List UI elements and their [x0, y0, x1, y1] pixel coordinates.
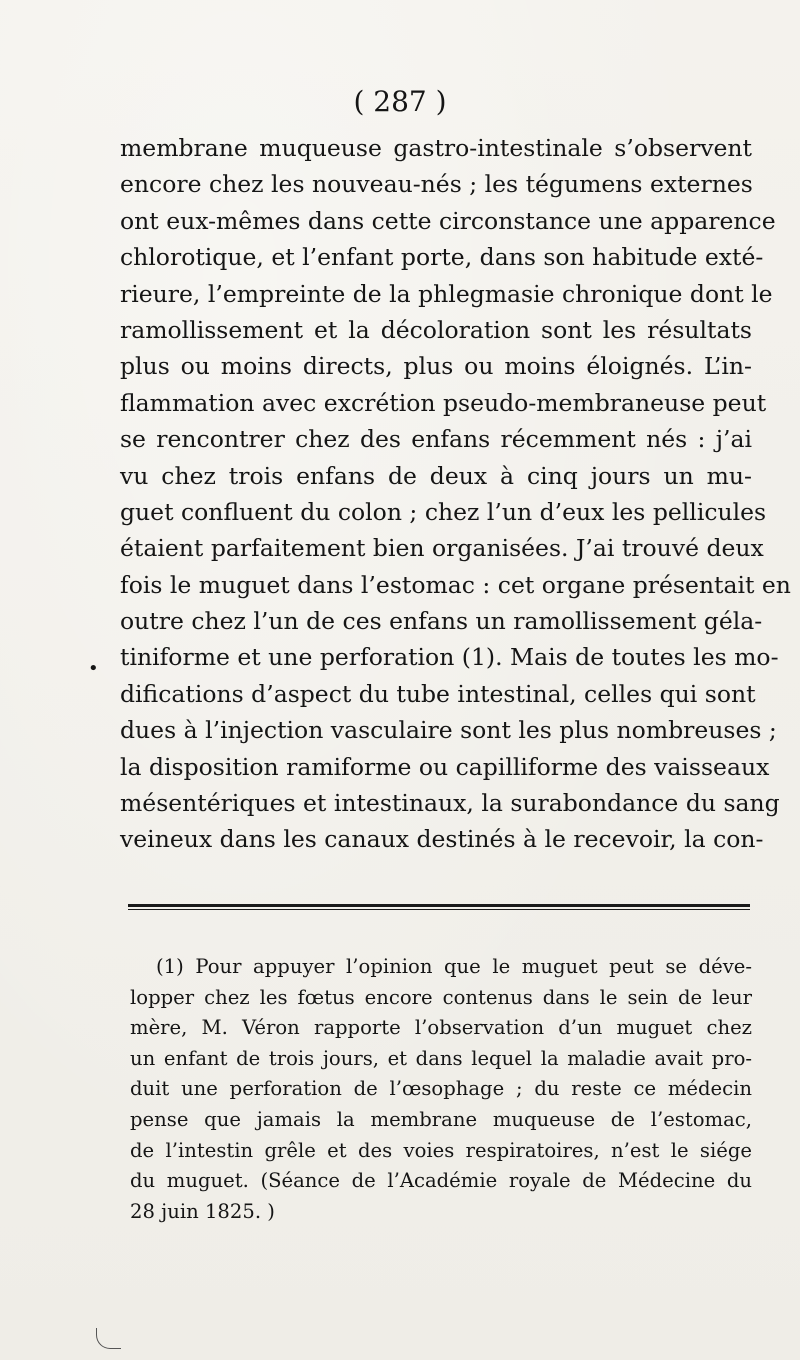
text-line: difications d’aspect du tube intestinal, celles qui sont: [120, 679, 756, 708]
footnote: [130, 952, 752, 1227]
text-line: se rencontrer chez des enfans récemment nés : j’ai: [120, 425, 752, 454]
text-line: flammation avec excrétion pseudo-membraneuse peut: [120, 388, 767, 417]
footnote-divider: [128, 904, 750, 910]
text-line: mésentériques et intestinaux, la surabondance du sang: [120, 789, 780, 818]
text-line: encore chez les nouveau-nés ; les tégumens externes: [120, 170, 753, 199]
margin-mark: •: [88, 658, 99, 679]
margin-stroke: [96, 1328, 121, 1349]
footnote-line: (1) Pour appuyer l’opinion que le muguet peut se déve-: [156, 955, 752, 978]
footnote-line: 28 juin 1825. ): [130, 1199, 275, 1223]
text-line: ont eux-mêmes dans cette circonstance une apparence: [120, 206, 776, 235]
text-line: outre chez l’un de ces enfans un ramollissement géla-: [120, 607, 763, 636]
text-line: ramollissement et la décoloration sont les résultats: [120, 315, 752, 344]
page-number: ( 287 ): [353, 85, 447, 118]
footnote-line: pense que jamais la membrane muqueuse de l’estomac,: [130, 1107, 752, 1131]
text-line: étaient parfaitement bien organisées. J’ai trouvé deux: [120, 534, 764, 563]
text-line: rieure, l’empreinte de la phlegmasie chronique dont le: [120, 279, 773, 308]
text-line: vu chez trois enfans de deux à cinq jours un mu-: [120, 461, 752, 490]
text-line: fois le muguet dans l’estomac : cet organe présentait en: [120, 570, 791, 599]
text-line: dues à l’injection vasculaire sont les plus nombreuses ;: [120, 716, 777, 745]
text-line: chlorotique, et l’enfant porte, dans son habitude exté-: [120, 243, 764, 272]
text-line: veineux dans les canaux destinés à le recevoir, la con-: [120, 825, 764, 854]
footnote-line: lopper chez les fœtus encore contenus dans le sein de leur: [130, 985, 752, 1009]
main-text: [120, 130, 791, 858]
footnote-line: de l’intestin grêle et des voies respiratoires, n’est le siége: [130, 1138, 752, 1162]
text-line: la disposition ramiforme ou capilliforme des vaisseaux: [120, 752, 770, 781]
footnote-line: du muguet. (Séance de l’Académie royale de Médecine du: [130, 1169, 752, 1193]
footnote-line: duit une perforation de l’œsophage ; du reste ce médecin: [130, 1077, 752, 1101]
footnote-line: mère, M. Véron rapporte l’observation d’un muguet chez: [130, 1016, 752, 1040]
footnote-line: un enfant de trois jours, et dans lequel la maladie avait pro-: [130, 1046, 752, 1070]
text-line: plus ou moins directs, plus ou moins éloignés. L’in-: [120, 352, 752, 381]
text-line: guet confluent du colon ; chez l’un d’eux les pellicules: [120, 497, 767, 526]
text-line: tiniforme et une perforation (1). Mais de toutes les mo-: [120, 643, 779, 672]
text-line: membrane muqueuse gastro-intestinale s’observent: [120, 134, 752, 162]
